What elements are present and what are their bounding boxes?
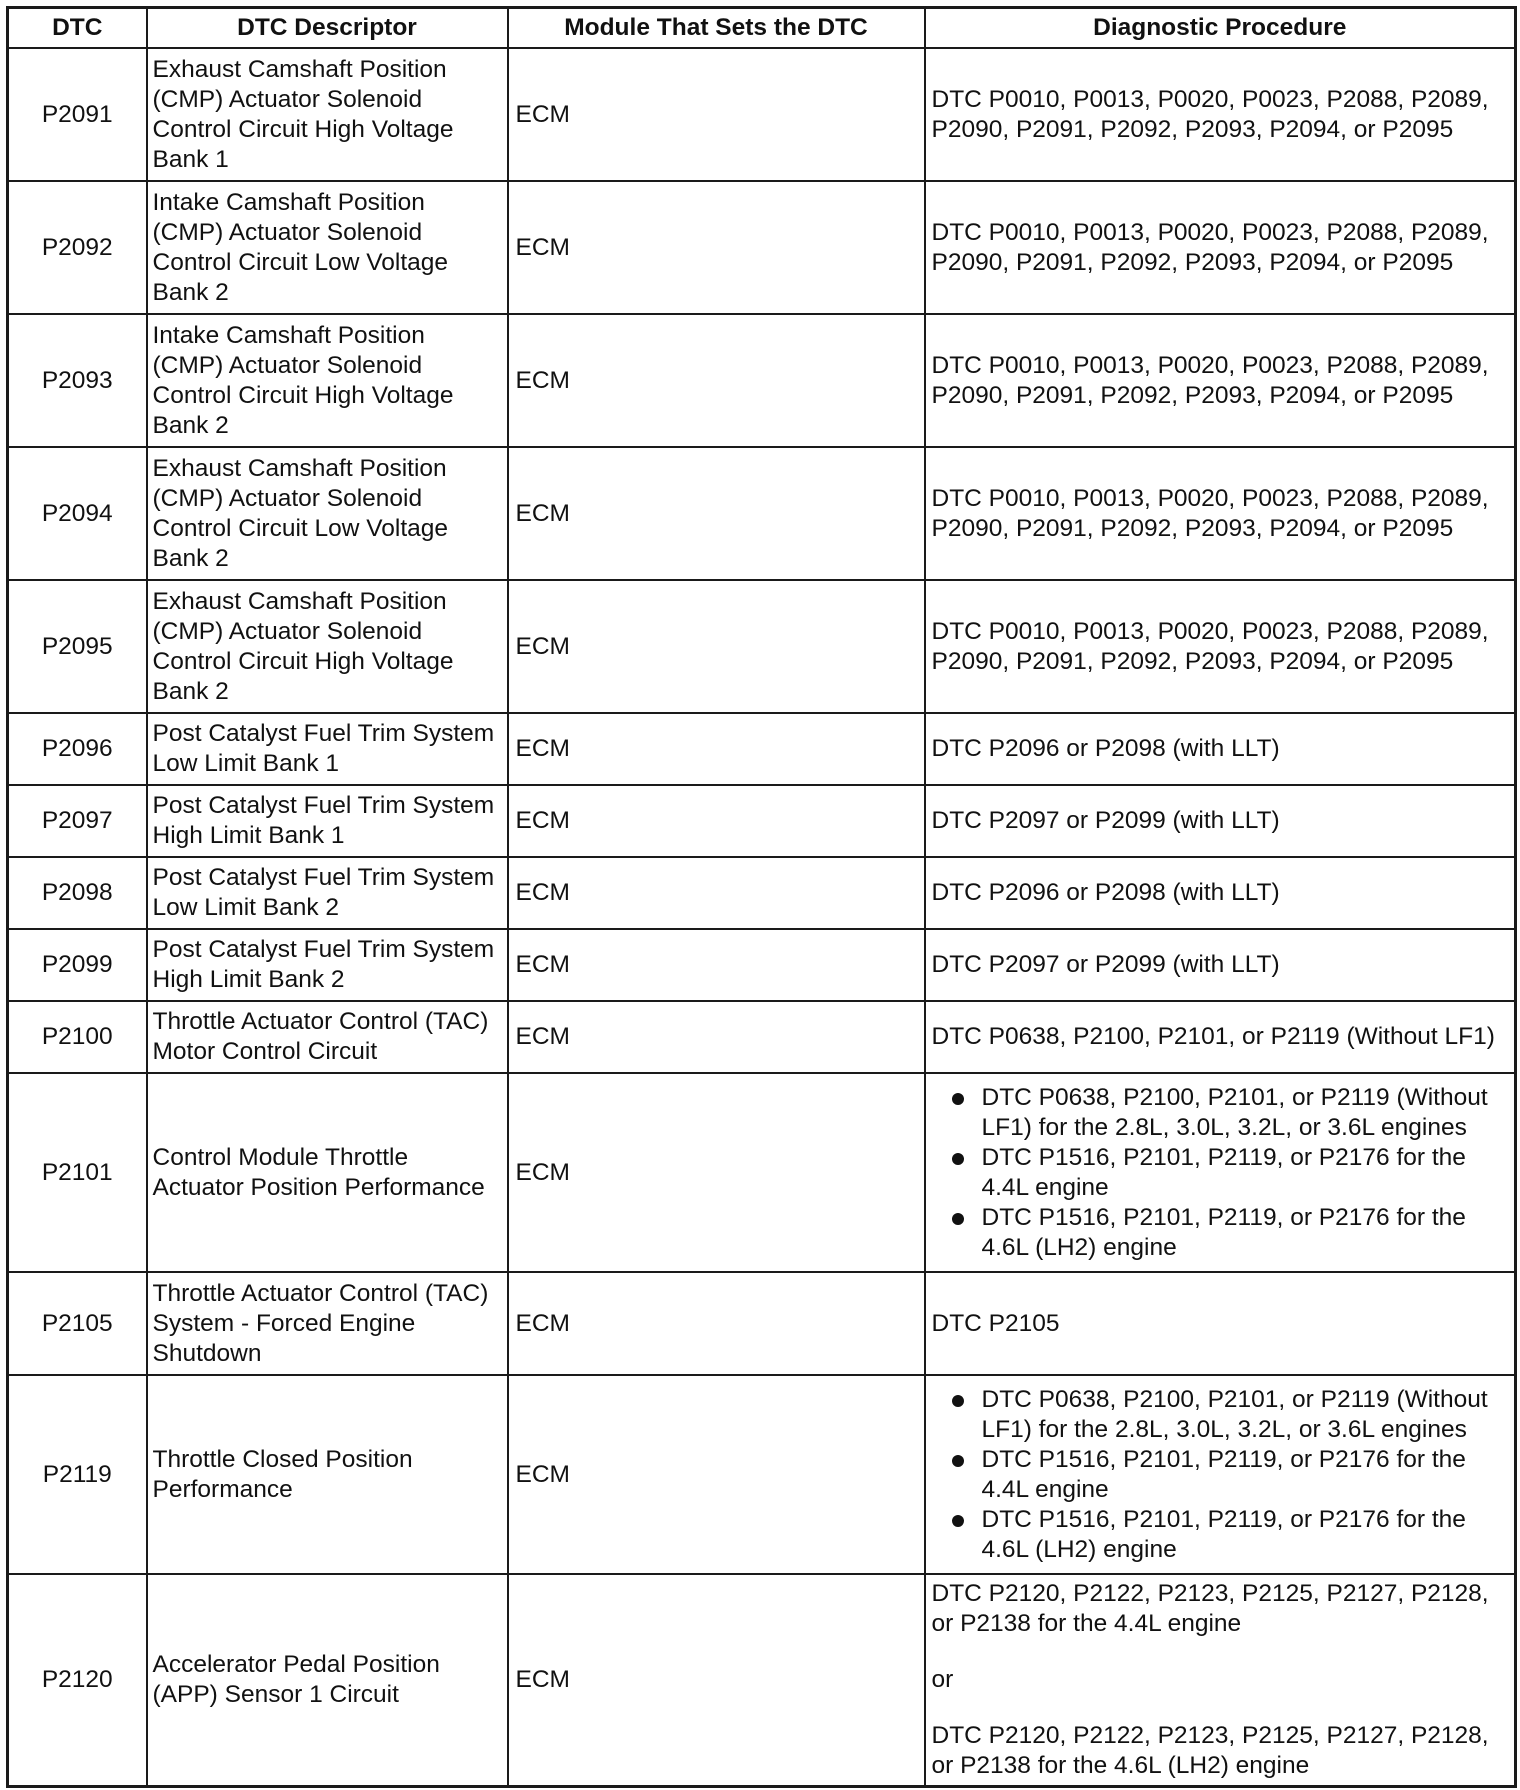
diagnostic-procedure: DTC P2096 or P2098 (with LLT): [925, 857, 1516, 929]
dtc-code: P2100: [8, 1001, 147, 1073]
dtc-descriptor: Exhaust Camshaft Position (CMP) Actuator Solenoid Control Circuit Low Voltage Bank 2: [147, 447, 508, 580]
table-row: [8, 1001, 1516, 1073]
diagnostic-procedure: DTC P0010, P0013, P0020, P0023, P2088, P2089, P2090, P2091, P2092, P2093, P2094, or P2095: [925, 580, 1516, 713]
dtc-descriptor: Accelerator Pedal Position (APP) Sensor 1 Circuit: [147, 1574, 508, 1786]
dtc-code: P2101: [8, 1073, 147, 1272]
module-name: ECM: [508, 857, 925, 929]
table-row: [8, 857, 1516, 929]
module-name: ECM: [508, 929, 925, 1001]
procedure-bullet: DTC P0638, P2100, P2101, or P2119 (Without LF1) for the 2.8L, 3.0L, 3.2L, or 3.6L engines: [932, 1385, 1509, 1445]
table-row: [8, 1073, 1516, 1272]
dtc-code: P2119: [8, 1375, 147, 1574]
table-row: [8, 48, 1516, 181]
dtc-descriptor: Intake Camshaft Position (CMP) Actuator Solenoid Control Circuit Low Voltage Bank 2: [147, 181, 508, 314]
diagnostic-procedure: [925, 1574, 1516, 1786]
module-name: ECM: [508, 713, 925, 785]
module-name: ECM: [508, 1001, 925, 1073]
dtc-descriptor: Control Module Throttle Actuator Position Performance: [147, 1073, 508, 1272]
dtc-descriptor: Throttle Actuator Control (TAC) System - Forced Engine Shutdown: [147, 1272, 508, 1375]
dtc-code: P2093: [8, 314, 147, 447]
header-procedure: Diagnostic Procedure: [925, 8, 1516, 49]
diagnostic-procedure: DTC P0010, P0013, P0020, P0023, P2088, P2089, P2090, P2091, P2092, P2093, P2094, or P2095: [925, 314, 1516, 447]
table-row: [8, 929, 1516, 1001]
module-name: ECM: [508, 785, 925, 857]
table-row: [8, 447, 1516, 580]
procedure-paragraph: DTC P2120, P2122, P2123, P2125, P2127, P2128, or P2138 for the 4.6L (LH2) engine: [931, 1721, 1489, 1779]
header-dtc: DTC: [8, 8, 147, 49]
dtc-descriptor: Post Catalyst Fuel Trim System Low Limit Bank 1: [147, 713, 508, 785]
dtc-descriptor: Exhaust Camshaft Position (CMP) Actuator Solenoid Control Circuit High Voltage Bank 2: [147, 580, 508, 713]
module-name: ECM: [508, 48, 925, 181]
procedure-bullet: DTC P0638, P2100, P2101, or P2119 (Without LF1) for the 2.8L, 3.0L, 3.2L, or 3.6L engines: [932, 1083, 1509, 1143]
dtc-code: P2098: [8, 857, 147, 929]
table-row: [8, 181, 1516, 314]
procedure-paragraph: or: [931, 1665, 954, 1693]
header-descriptor: DTC Descriptor: [147, 8, 508, 49]
header-row: [8, 8, 1516, 49]
table-row: [8, 713, 1516, 785]
table-row: [8, 1272, 1516, 1375]
module-name: ECM: [508, 580, 925, 713]
table-row: [8, 314, 1516, 447]
dtc-code: P2091: [8, 48, 147, 181]
dtc-code: P2105: [8, 1272, 147, 1375]
dtc-code: P2094: [8, 447, 147, 580]
diagnostic-procedure: DTC P0010, P0013, P0020, P0023, P2088, P2089, P2090, P2091, P2092, P2093, P2094, or P2095: [925, 181, 1516, 314]
module-name: ECM: [508, 447, 925, 580]
header-module: Module That Sets the DTC: [508, 8, 925, 49]
diagnostic-procedure: DTC P2105: [925, 1272, 1516, 1375]
table-row: [8, 1375, 1516, 1574]
procedure-bullet-list: [932, 1385, 1509, 1565]
table-row: [8, 785, 1516, 857]
module-name: ECM: [508, 1272, 925, 1375]
dtc-descriptor: Post Catalyst Fuel Trim System High Limit Bank 2: [147, 929, 508, 1001]
dtc-descriptor: Post Catalyst Fuel Trim System Low Limit Bank 2: [147, 857, 508, 929]
paragraph-gap: [932, 1639, 1509, 1665]
table-row: [8, 580, 1516, 713]
diagnostic-procedure: DTC P0010, P0013, P0020, P0023, P2088, P2089, P2090, P2091, P2092, P2093, P2094, or P2095: [925, 447, 1516, 580]
procedure-paragraph: DTC P2120, P2122, P2123, P2125, P2127, P2128, or P2138 for the 4.4L engine: [931, 1579, 1489, 1637]
dtc-descriptor: Throttle Actuator Control (TAC) Motor Control Circuit: [147, 1001, 508, 1073]
procedure-bullet: DTC P1516, P2101, P2119, or P2176 for the 4.4L engine: [932, 1143, 1509, 1203]
module-name: ECM: [508, 1574, 925, 1786]
diagnostic-procedure: DTC P0638, P2100, P2101, or P2119 (Without LF1): [925, 1001, 1516, 1073]
dtc-descriptor: Throttle Closed Position Performance: [147, 1375, 508, 1574]
diagnostic-procedure: DTC P2097 or P2099 (with LLT): [925, 929, 1516, 1001]
dtc-code: P2120: [8, 1574, 147, 1786]
procedure-bullet: DTC P1516, P2101, P2119, or P2176 for the 4.6L (LH2) engine: [932, 1505, 1509, 1565]
procedure-bullet: DTC P1516, P2101, P2119, or P2176 for the 4.4L engine: [932, 1445, 1509, 1505]
dtc-descriptor: Intake Camshaft Position (CMP) Actuator Solenoid Control Circuit High Voltage Bank 2: [147, 314, 508, 447]
module-name: ECM: [508, 314, 925, 447]
paragraph-gap: [932, 1695, 1509, 1721]
page: [6, 6, 1514, 1788]
dtc-code: P2096: [8, 713, 147, 785]
module-name: ECM: [508, 1073, 925, 1272]
dtc-code: P2099: [8, 929, 147, 1001]
module-name: ECM: [508, 181, 925, 314]
diagnostic-procedure: DTC P2096 or P2098 (with LLT): [925, 713, 1516, 785]
module-name: ECM: [508, 1375, 925, 1574]
dtc-descriptor: Exhaust Camshaft Position (CMP) Actuator Solenoid Control Circuit High Voltage Bank 1: [147, 48, 508, 181]
dtc-code: P2097: [8, 785, 147, 857]
procedure-bullet: DTC P1516, P2101, P2119, or P2176 for the 4.6L (LH2) engine: [932, 1203, 1509, 1263]
diagnostic-procedure: [925, 1073, 1516, 1272]
dtc-descriptor: Post Catalyst Fuel Trim System High Limit Bank 1: [147, 785, 508, 857]
diagnostic-procedure: DTC P0010, P0013, P0020, P0023, P2088, P2089, P2090, P2091, P2092, P2093, P2094, or P2095: [925, 48, 1516, 181]
table-row: [8, 1574, 1516, 1786]
diagnostic-procedure: DTC P2097 or P2099 (with LLT): [925, 785, 1516, 857]
diagnostic-procedure: [925, 1375, 1516, 1574]
dtc-code: P2095: [8, 580, 147, 713]
procedure-bullet-list: [932, 1083, 1509, 1263]
dtc-code: P2092: [8, 181, 147, 314]
dtc-table: [6, 6, 1517, 1788]
